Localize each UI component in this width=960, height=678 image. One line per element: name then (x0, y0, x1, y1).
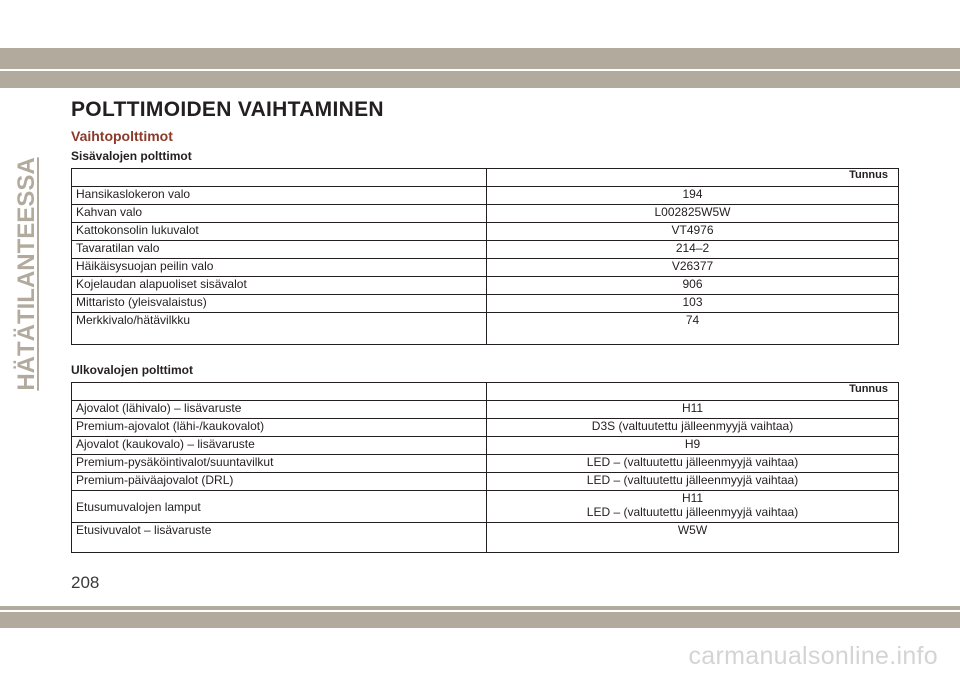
row-name: Ajovalot (lähivalo) – lisävaruste (72, 401, 487, 419)
row-name: Premium-päiväajovalot (DRL) (72, 473, 487, 491)
outdoor-heading: Ulkovalojen polttimot (71, 363, 194, 377)
table-row (72, 205, 899, 223)
side-label-text: HÄTÄTILANTEESSA (13, 157, 40, 391)
row-value: D3S (valtuutettu jälleenmyyjä vaihtaa) (487, 419, 899, 437)
row-value: 103 (487, 295, 899, 313)
indoor-heading: Sisävalojen polttimot (71, 149, 192, 163)
table-row (72, 277, 899, 295)
row-name: Etusumuvalojen lamput (72, 491, 487, 523)
section-subtitle: Vaihtopolttimot (71, 128, 173, 144)
table-row (72, 223, 899, 241)
table-row (72, 437, 899, 455)
row-value: 194 (487, 187, 899, 205)
page-title: POLTTIMOIDEN VAIHTAMINEN (71, 98, 384, 121)
row-value: L002825W5W (487, 205, 899, 223)
bottom-band-line (0, 610, 960, 612)
row-value: VT4976 (487, 223, 899, 241)
row-name: Häikäisysuojan peilin valo (72, 259, 487, 277)
table-row (72, 259, 899, 277)
table-header-row (72, 169, 899, 187)
row-name: Premium-pysäköintivalot/suuntavilkut (72, 455, 487, 473)
table-row (72, 295, 899, 313)
row-name: Hansikaslokeron valo (72, 187, 487, 205)
row-value: LED – (valtuutettu jälleenmyyjä vaihtaa) (487, 455, 899, 473)
row-value: H9 (487, 437, 899, 455)
row-value: W5W (487, 523, 899, 553)
indoor-bulbs-table (71, 168, 899, 345)
top-band (0, 48, 960, 88)
row-name: Merkkivalo/hätävilkku (72, 313, 487, 345)
page-number: 208 (71, 573, 100, 592)
table-row (72, 419, 899, 437)
column-header: Tunnus (487, 383, 899, 401)
watermark: carmanualsonline.info (688, 642, 938, 670)
table-row (72, 491, 899, 523)
table-row (72, 241, 899, 259)
row-name: Kahvan valo (72, 205, 487, 223)
empty-header-cell (72, 169, 487, 187)
table-row (72, 401, 899, 419)
row-name: Etusivuvalot – lisävaruste (72, 523, 487, 553)
row-value-line2: LED – (valtuutettu jälleenmyyjä vaihtaa) (586, 505, 799, 519)
outdoor-bulbs-table (71, 382, 899, 553)
row-value (487, 491, 899, 523)
row-value: LED – (valtuutettu jälleenmyyjä vaihtaa) (487, 473, 899, 491)
row-value: H11 (487, 401, 899, 419)
table-row (72, 455, 899, 473)
table-row (72, 523, 899, 553)
row-value: V26377 (487, 259, 899, 277)
top-band-line (0, 69, 960, 71)
bottom-band (0, 606, 960, 628)
empty-header-cell (72, 383, 487, 401)
row-name: Kattokonsolin lukuvalot (72, 223, 487, 241)
row-name: Tavaratilan valo (72, 241, 487, 259)
column-header: Tunnus (487, 169, 899, 187)
table-row (72, 473, 899, 491)
row-name: Ajovalot (kaukovalo) – lisävaruste (72, 437, 487, 455)
table-row (72, 313, 899, 345)
row-value: 906 (487, 277, 899, 295)
row-name: Premium-ajovalot (lähi-/kaukovalot) (72, 419, 487, 437)
row-value: 214–2 (487, 241, 899, 259)
row-value-line1: H11 (681, 491, 704, 505)
row-name: Mittaristo (yleisvalaistus) (72, 295, 487, 313)
table-header-row (72, 383, 899, 401)
row-value: 74 (487, 313, 899, 345)
row-name: Kojelaudan alapuoliset sisävalot (72, 277, 487, 295)
table-row (72, 187, 899, 205)
